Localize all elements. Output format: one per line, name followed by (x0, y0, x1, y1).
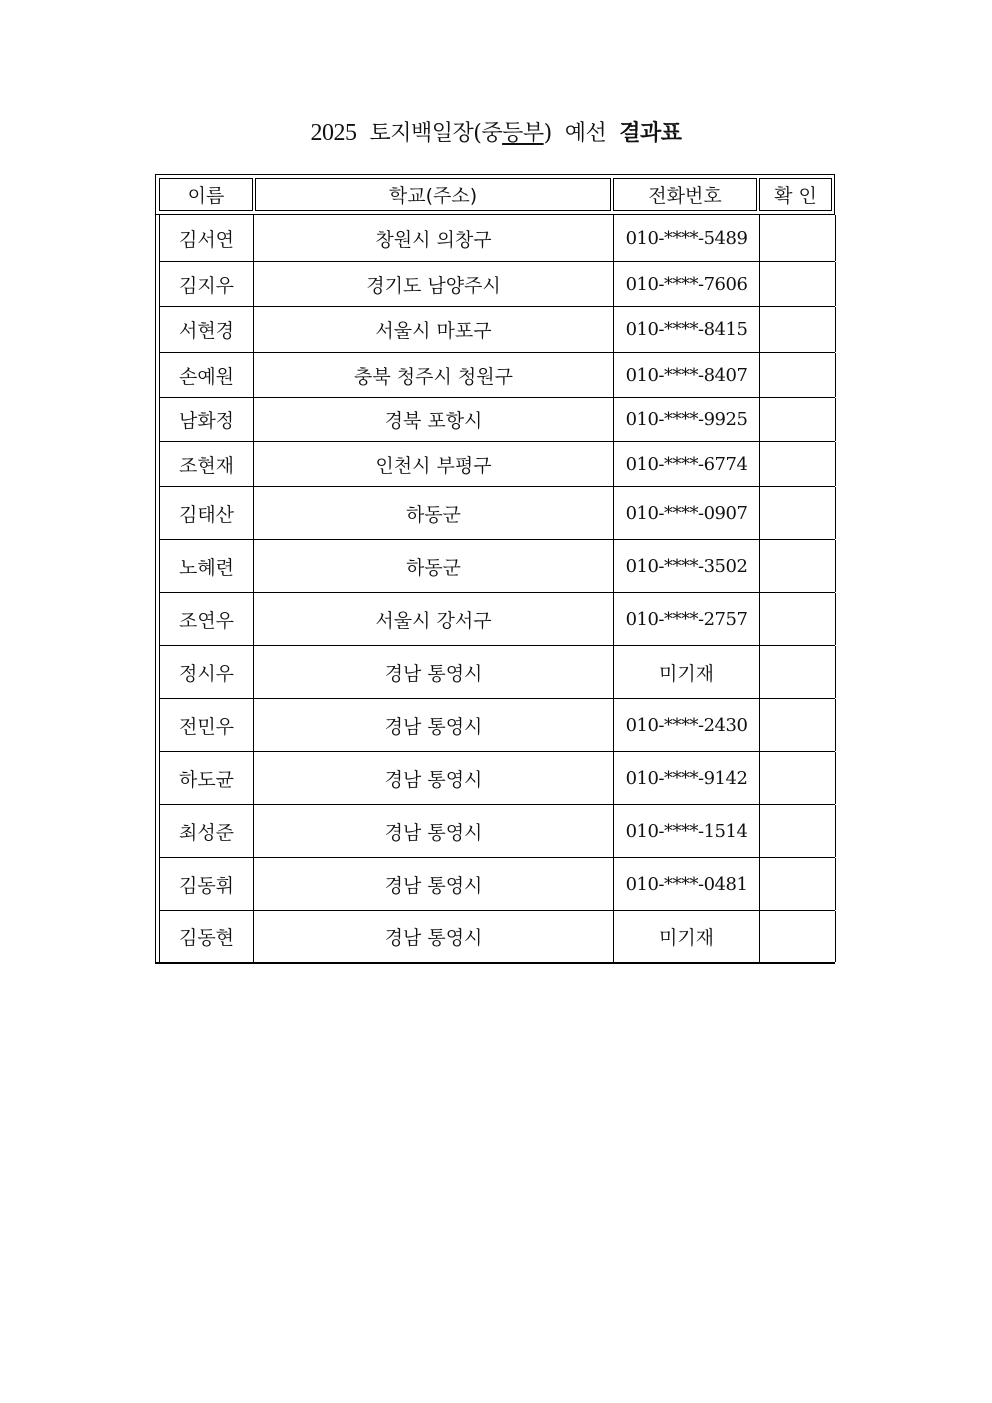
cell-phone: 010-****-5489 (614, 215, 760, 261)
table-row (160, 858, 835, 911)
cell-confirm[interactable] (760, 215, 836, 261)
cell-confirm[interactable] (760, 442, 836, 486)
cell-name: 전민우 (160, 699, 254, 751)
title-round: 예선 (564, 121, 607, 146)
cell-school: 경남 통영시 (254, 699, 614, 751)
cell-school: 경남 통영시 (254, 805, 614, 857)
title-event: 토지백일장( (369, 121, 482, 146)
cell-phone: 010-****-9925 (614, 398, 760, 441)
cell-phone: 010-****-7606 (614, 262, 760, 306)
cell-school: 서울시 강서구 (254, 593, 614, 645)
cell-confirm[interactable] (760, 858, 836, 910)
table-row (160, 442, 835, 487)
cell-school: 경남 통영시 (254, 752, 614, 804)
table-body (155, 215, 835, 964)
table-header-row (155, 174, 835, 215)
table-row (160, 699, 835, 752)
title-division-plain: 중 (481, 121, 503, 146)
cell-name: 서현경 (160, 307, 254, 352)
cell-phone: 010-****-9142 (614, 752, 760, 804)
cell-school: 경남 통영시 (254, 911, 614, 962)
table-row (160, 398, 835, 442)
cell-school: 창원시 의창구 (254, 215, 614, 261)
table-row (160, 805, 835, 858)
cell-school: 하동군 (254, 487, 614, 539)
table-row (160, 646, 835, 699)
title-result-label: 결과표 (619, 121, 682, 146)
cell-phone: 010-****-0907 (614, 487, 760, 539)
cell-confirm[interactable] (760, 805, 836, 857)
results-table (155, 174, 835, 964)
cell-school: 경북 포항시 (254, 398, 614, 441)
cell-phone: 010-****-8407 (614, 353, 760, 397)
cell-name: 조연우 (160, 593, 254, 645)
table-row (160, 911, 835, 962)
cell-phone: 010-****-2757 (614, 593, 760, 645)
header-school: 학교(주소) (255, 178, 611, 211)
cell-school: 하동군 (254, 540, 614, 592)
cell-phone: 010-****-2430 (614, 699, 760, 751)
cell-confirm[interactable] (760, 646, 836, 698)
cell-phone: 미기재 (614, 911, 760, 962)
cell-school: 인천시 부평구 (254, 442, 614, 486)
cell-school: 서울시 마포구 (254, 307, 614, 352)
cell-name: 김서연 (160, 215, 254, 261)
cell-school: 충북 청주시 청원구 (254, 353, 614, 397)
cell-name: 김태산 (160, 487, 254, 539)
cell-phone: 010-****-8415 (614, 307, 760, 352)
cell-name: 조현재 (160, 442, 254, 486)
cell-school: 경남 통영시 (254, 858, 614, 910)
table-row (160, 487, 835, 540)
cell-school: 경기도 남양주시 (254, 262, 614, 306)
cell-phone: 010-****-3502 (614, 540, 760, 592)
cell-confirm[interactable] (760, 699, 836, 751)
cell-name: 김지우 (160, 262, 254, 306)
cell-phone: 010-****-6774 (614, 442, 760, 486)
header-name: 이름 (159, 178, 253, 211)
cell-name: 김동휘 (160, 858, 254, 910)
title-division-underlined: 등부 (502, 121, 544, 146)
cell-confirm[interactable] (760, 593, 836, 645)
cell-confirm[interactable] (760, 307, 836, 352)
cell-confirm[interactable] (760, 752, 836, 804)
cell-phone: 미기재 (614, 646, 760, 698)
cell-confirm[interactable] (760, 262, 836, 306)
table-row (160, 593, 835, 646)
header-confirm: 확 인 (759, 178, 832, 211)
cell-name: 정시우 (160, 646, 254, 698)
cell-confirm[interactable] (760, 911, 836, 962)
cell-phone: 010-****-0481 (614, 858, 760, 910)
cell-name: 노혜련 (160, 540, 254, 592)
header-phone: 전화번호 (613, 178, 757, 211)
cell-name: 최성준 (160, 805, 254, 857)
title-year: 2025 (310, 120, 357, 146)
cell-confirm[interactable] (760, 540, 836, 592)
page-title (0, 116, 992, 147)
cell-confirm[interactable] (760, 487, 836, 539)
cell-phone: 010-****-1514 (614, 805, 760, 857)
title-close-paren: ) (543, 121, 552, 146)
cell-confirm[interactable] (760, 353, 836, 397)
table-row (160, 540, 835, 593)
table-row (160, 262, 835, 307)
cell-name: 김동현 (160, 911, 254, 962)
table-row (160, 353, 835, 398)
table-row (160, 307, 835, 353)
cell-confirm[interactable] (760, 398, 836, 441)
table-row (160, 752, 835, 805)
cell-school: 경남 통영시 (254, 646, 614, 698)
cell-name: 남화정 (160, 398, 254, 441)
cell-name: 손예원 (160, 353, 254, 397)
table-row (160, 215, 835, 262)
cell-name: 하도균 (160, 752, 254, 804)
